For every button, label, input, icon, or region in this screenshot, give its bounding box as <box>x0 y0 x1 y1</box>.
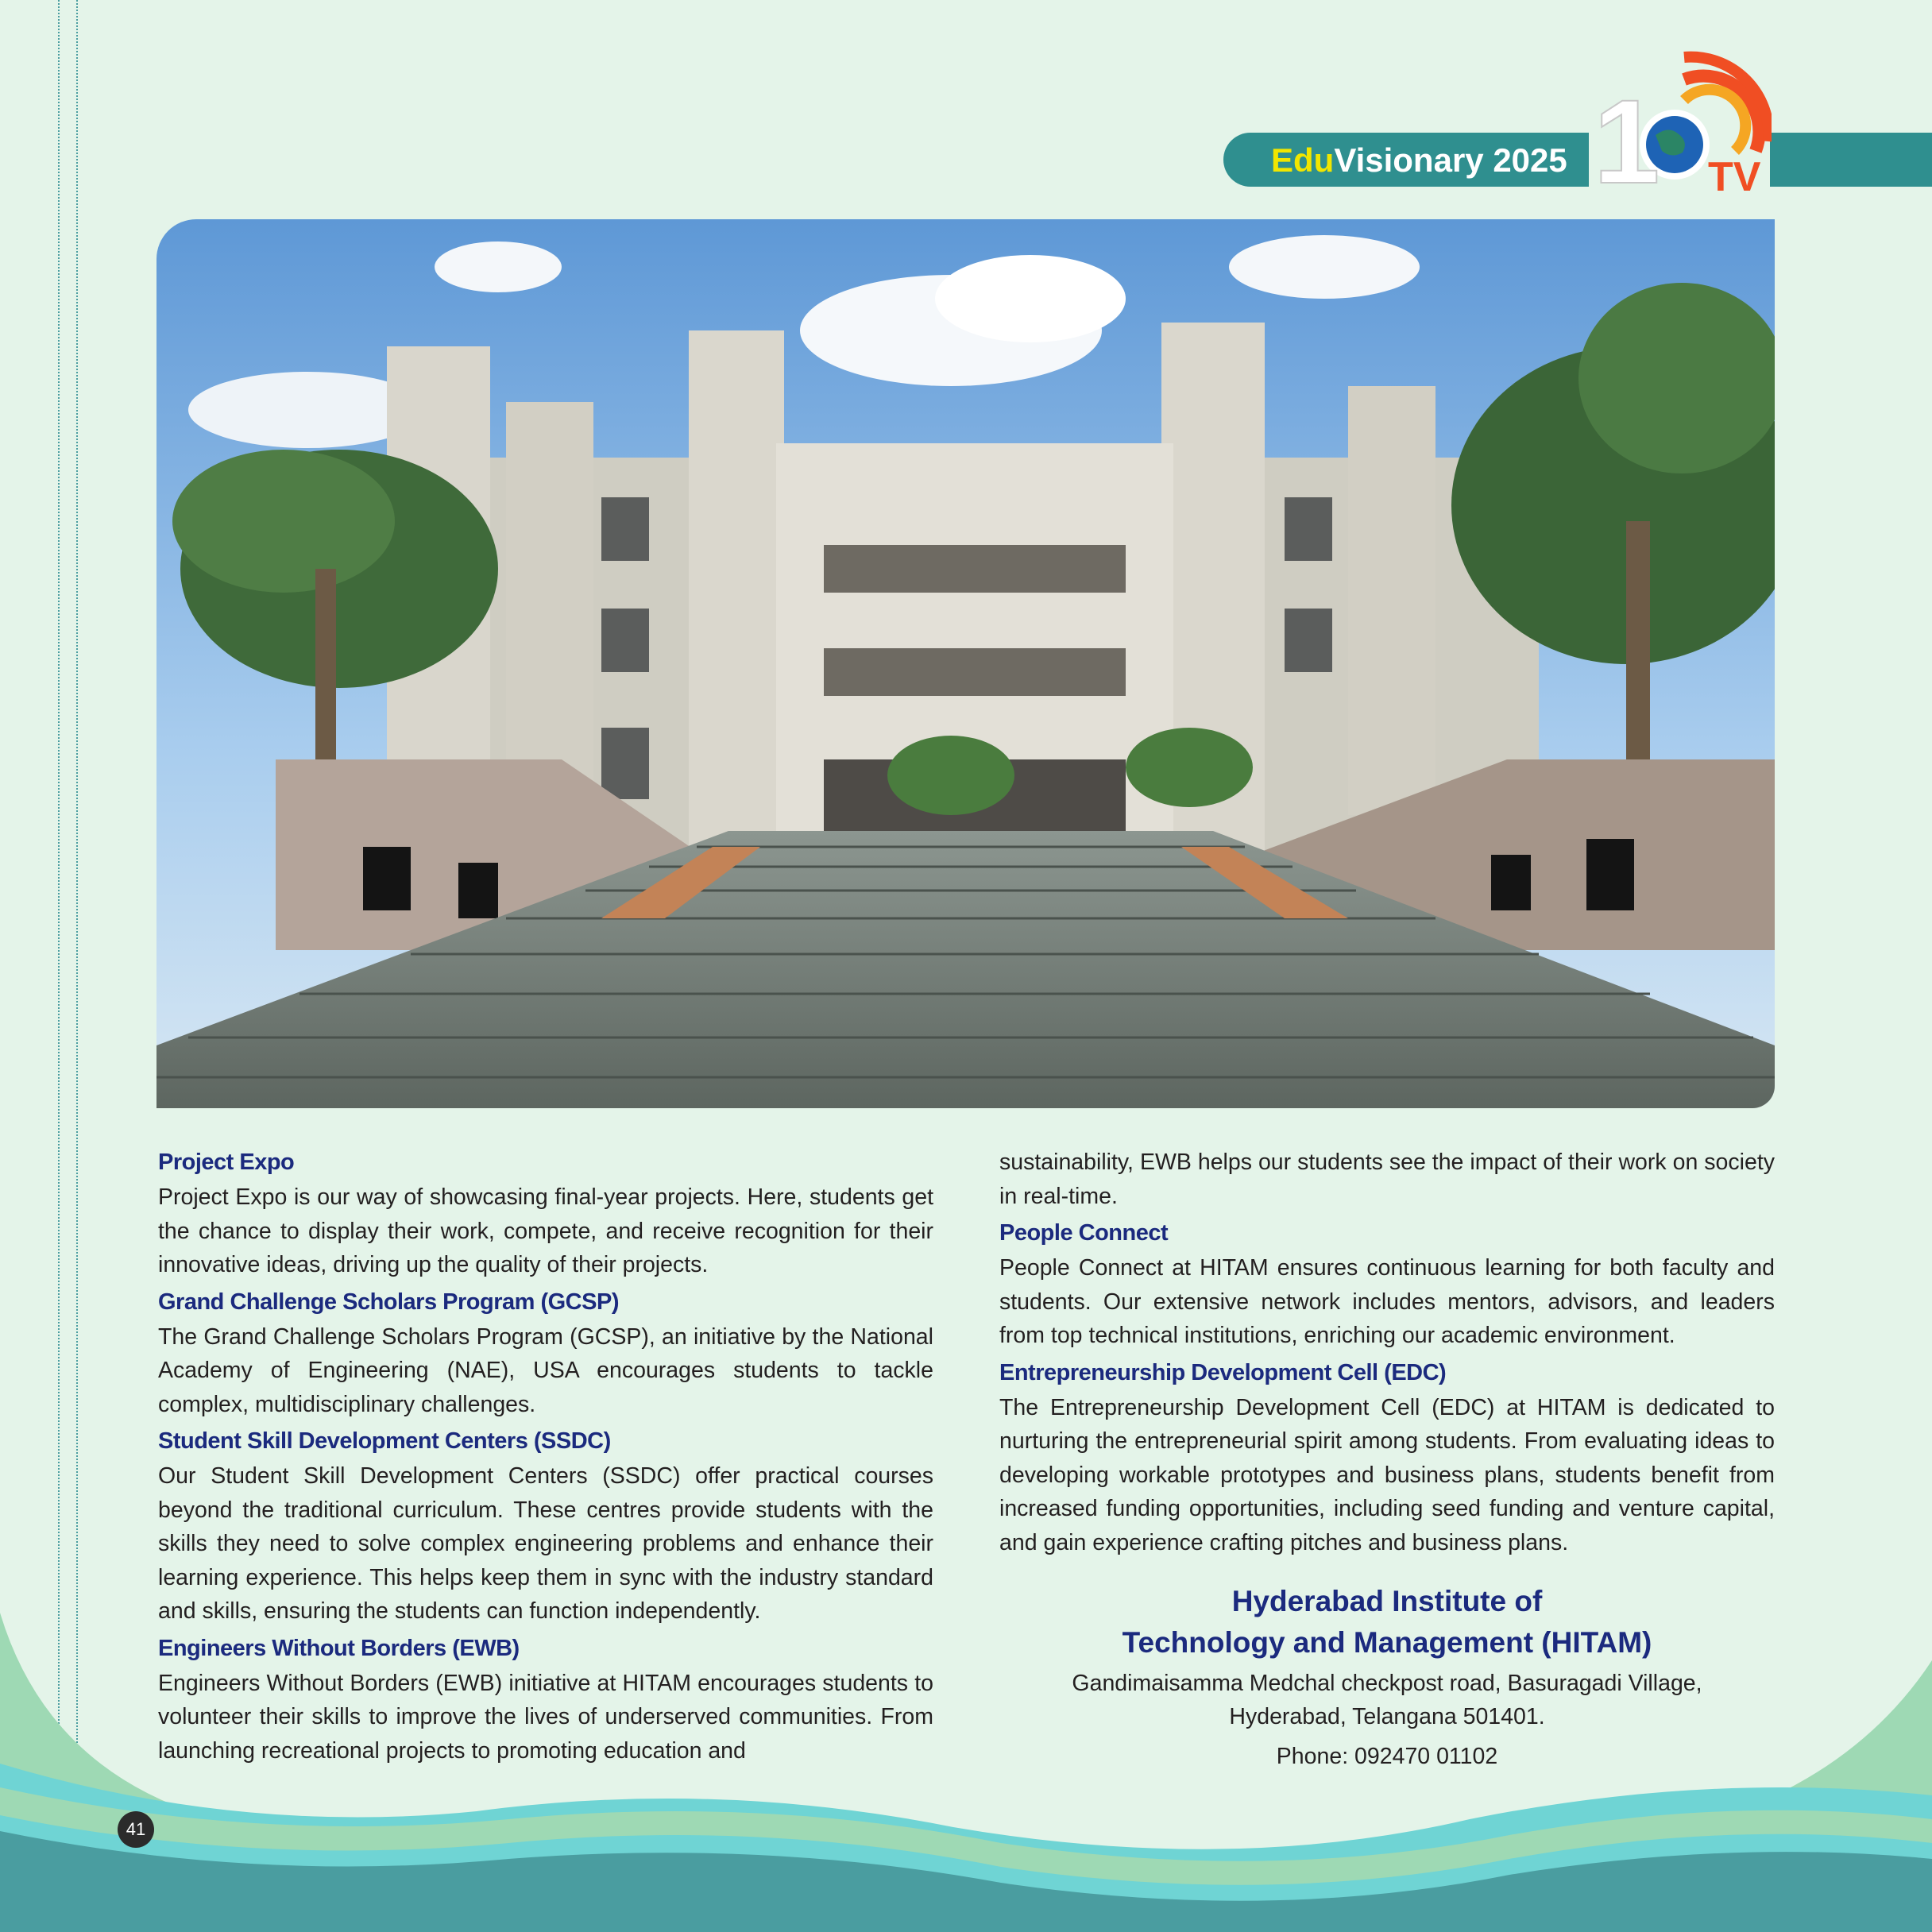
section-heading: Entrepreneurship Development Cell (EDC) <box>999 1359 1447 1385</box>
section-body: The Grand Challenge Scholars Program (GCSP), an initiative by the National Academy of Engineering (NAE), USA encourages students to tackle complex, multidisciplinary challenges. <box>158 1323 933 1417</box>
institution-name-line-1: Hyderabad Institute of <box>1231 1585 1543 1617</box>
decorative-wave-footer <box>0 1613 1932 1932</box>
svg-text:1: 1 <box>1594 75 1660 199</box>
magazine-title <box>1271 137 1567 184</box>
margin-dotted-rule <box>58 0 60 1756</box>
institution-name-line-2: Technology and Management (HITAM) <box>1122 1626 1652 1659</box>
page-number-badge: 41 <box>118 1811 154 1848</box>
section-body: Project Expo is our way of showcasing final-year projects. Here, students get the chance to display their work, compete, and receive recognition for their innovative ideas, driving up the quality of their projects. <box>158 1184 933 1277</box>
section-heading: Engineers Without Borders (EWB) <box>158 1635 520 1661</box>
margin-dotted-rule <box>76 0 78 1756</box>
section-body: Engineers Without Borders (EWB) initiative at HITAM encourages students to volunteer their skills to improve the lives of underserved communities. From launching recreational projects to promoting education and <box>158 1670 933 1764</box>
right-text-column <box>999 1144 1775 1561</box>
section-heading: Student Skill Development Centers (SSDC) <box>158 1428 611 1454</box>
section-body: Our Student Skill Development Centers (SSDC) offer practical courses beyond the traditional curriculum. These centres provide students with the skills they need to solve complex engineering problems and enhance their learning experience. This helps keep them in sync with the industry standard and skills, ensuring the students can function independently. <box>158 1463 933 1624</box>
10tv-logo-icon <box>1589 48 1772 199</box>
header-banner-tail <box>1770 133 1932 187</box>
section-heading: Grand Challenge Scholars Program (GCSP) <box>158 1289 619 1315</box>
campus-building-photo <box>156 219 1775 1108</box>
magazine-title-highlight: Edu <box>1271 141 1335 179</box>
institution-address-line-1: Gandimaisamma Medchal checkpost road, Basuragadi Village, <box>1072 1671 1702 1696</box>
section-body: The Entrepreneurship Development Cell (EDC) at HITAM is dedicated to nurturing the entrepreneurial spirit among students. From evaluating ideas to developing workable prototypes and business plans, students benefit from increased funding opportunities, including seed funding and venture capital, and gain experience crafting pitches and business plans. <box>999 1394 1775 1555</box>
institution-phone: Phone: 092470 01102 <box>1276 1744 1498 1769</box>
section-body: People Connect at HITAM ensures continuous learning for both faculty and students. Our extensive network includes mentors, advisors, and leaders from top technical institutions, enriching our academic environment. <box>999 1255 1775 1348</box>
svg-text:TV: TV <box>1708 154 1761 199</box>
section-heading: People Connect <box>999 1220 1169 1246</box>
institution-address-line-2: Hyderabad, Telangana 501401. <box>1229 1704 1545 1729</box>
continued-paragraph: sustainability, EWB helps our students see the impact of their work on society in real-time. <box>999 1150 1775 1209</box>
magazine-title-rest: Visionary 2025 <box>1334 141 1567 179</box>
section-heading: Project Expo <box>158 1150 295 1175</box>
